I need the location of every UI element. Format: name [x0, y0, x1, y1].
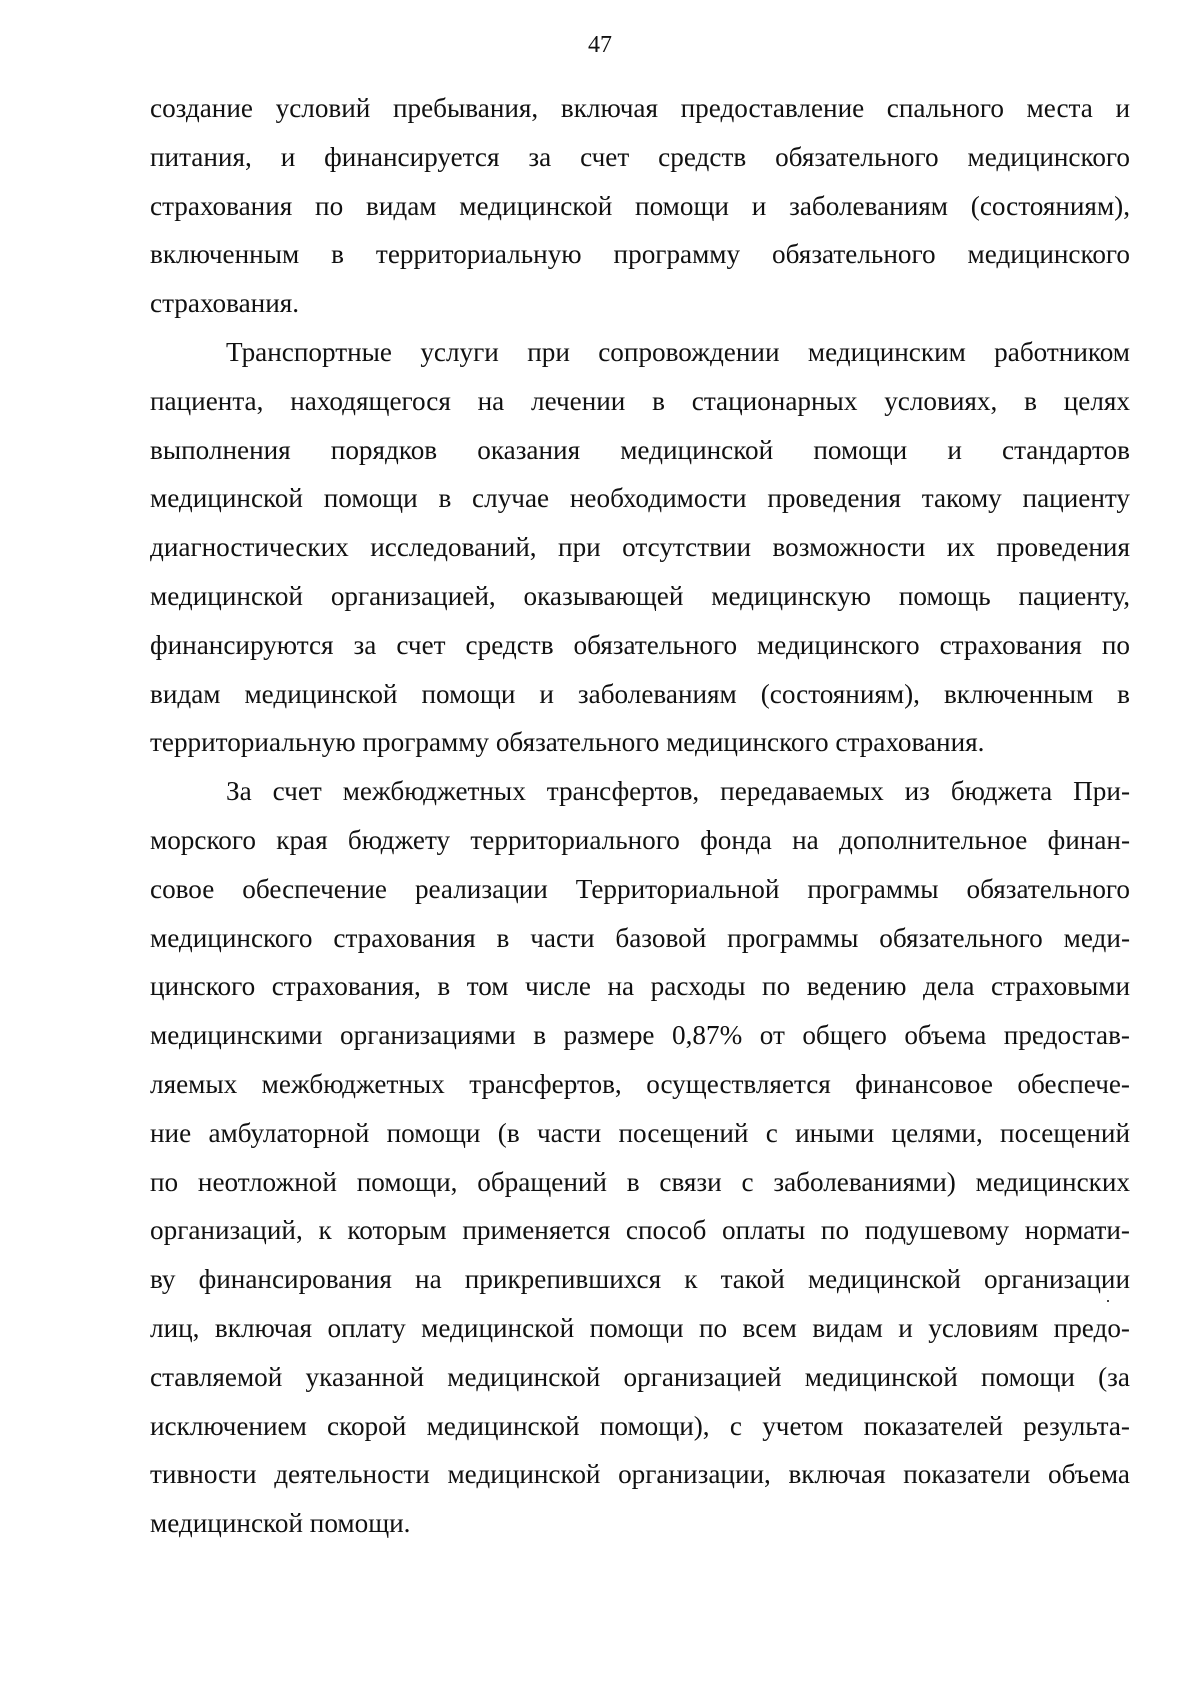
- text-line: морского края бюджету территориального фонда на дополнительное финан-: [150, 824, 1130, 855]
- text-line: диагностических исследований, при отсутствии возможности их проведения: [150, 532, 1130, 563]
- text-line: медицинской организацией, оказывающей медицинскую помощь пациенту,: [150, 580, 1130, 611]
- text-line: ставляемой указанной медицинской организацией медицинской помощи (за: [150, 1361, 1130, 1392]
- text-line: питания, и финансируется за счет средств обязательного медицинского: [150, 141, 1130, 172]
- text-line: исключением скорой медицинской помощи), с учетом показателей результа-: [150, 1410, 1130, 1441]
- text-line: ние амбулаторной помощи (в части посещений с иными целями, посещений: [150, 1117, 1130, 1148]
- text-line: цинского страхования, в том числе на расходы по ведению дела страховыми: [150, 971, 1130, 1002]
- text-line: по неотложной помощи, обращений в связи с заболеваниями) медицинских: [150, 1166, 1130, 1197]
- paragraph-2: [150, 328, 1130, 767]
- text-line: территориальную программу обязательного медицинского страхования.: [150, 727, 985, 758]
- paragraph-1: [150, 84, 1130, 328]
- text-line: создание условий пребывания, включая предоставление спального места и: [150, 93, 1130, 123]
- paragraph-3: [150, 767, 1130, 1548]
- text-line: включенным в территориальную программу обязательного медицинского: [150, 239, 1130, 270]
- document-body: [150, 84, 1130, 1548]
- text-line: финансируются за счет средств обязательного медицинского страхования по: [150, 629, 1130, 660]
- text-line: ляемых межбюджетных трансфертов, осуществляется финансовое обеспече-: [150, 1068, 1130, 1099]
- text-line: пациента, находящегося на лечении в стационарных условиях, в целях: [150, 385, 1130, 416]
- scan-speck: [1107, 1300, 1109, 1302]
- text-line: За счет межбюджетных трансфертов, передаваемых из бюджета При-: [226, 776, 1130, 807]
- text-line: тивности деятельности медицинской организации, включая показатели объема: [150, 1459, 1130, 1490]
- text-line: выполнения порядков оказания медицинской помощи и стандартов: [150, 434, 1130, 465]
- text-line: Транспортные услуги при сопровождении медицинским работником: [226, 336, 1130, 367]
- text-line: совое обеспечение реализации Территориальной программы обязательного: [150, 873, 1130, 904]
- page-number: 47: [588, 32, 612, 58]
- text-line: медицинскими организациями в размере 0,87% от общего объема предостав-: [150, 1020, 1130, 1051]
- text-line: организаций, к которым применяется способ оплаты по подушевому нормати-: [150, 1215, 1130, 1246]
- text-line: страхования.: [150, 288, 300, 319]
- text-line: медицинской помощи в случае необходимости проведения такому пациенту: [150, 483, 1130, 514]
- text-line: медицинского страхования в части базовой программы обязательного меди-: [150, 922, 1130, 953]
- text-line: видам медицинской помощи и заболеваниям (состояниям), включенным в: [150, 678, 1130, 709]
- text-line: страхования по видам медицинской помощи и заболеваниям (состояниям),: [150, 190, 1130, 221]
- text-line: ву финансирования на прикрепившихся к такой медицинской организации: [150, 1264, 1130, 1295]
- text-line: лиц, включая оплату медицинской помощи по всем видам и условиям предо-: [150, 1312, 1130, 1343]
- text-line: медицинской помощи.: [150, 1508, 411, 1539]
